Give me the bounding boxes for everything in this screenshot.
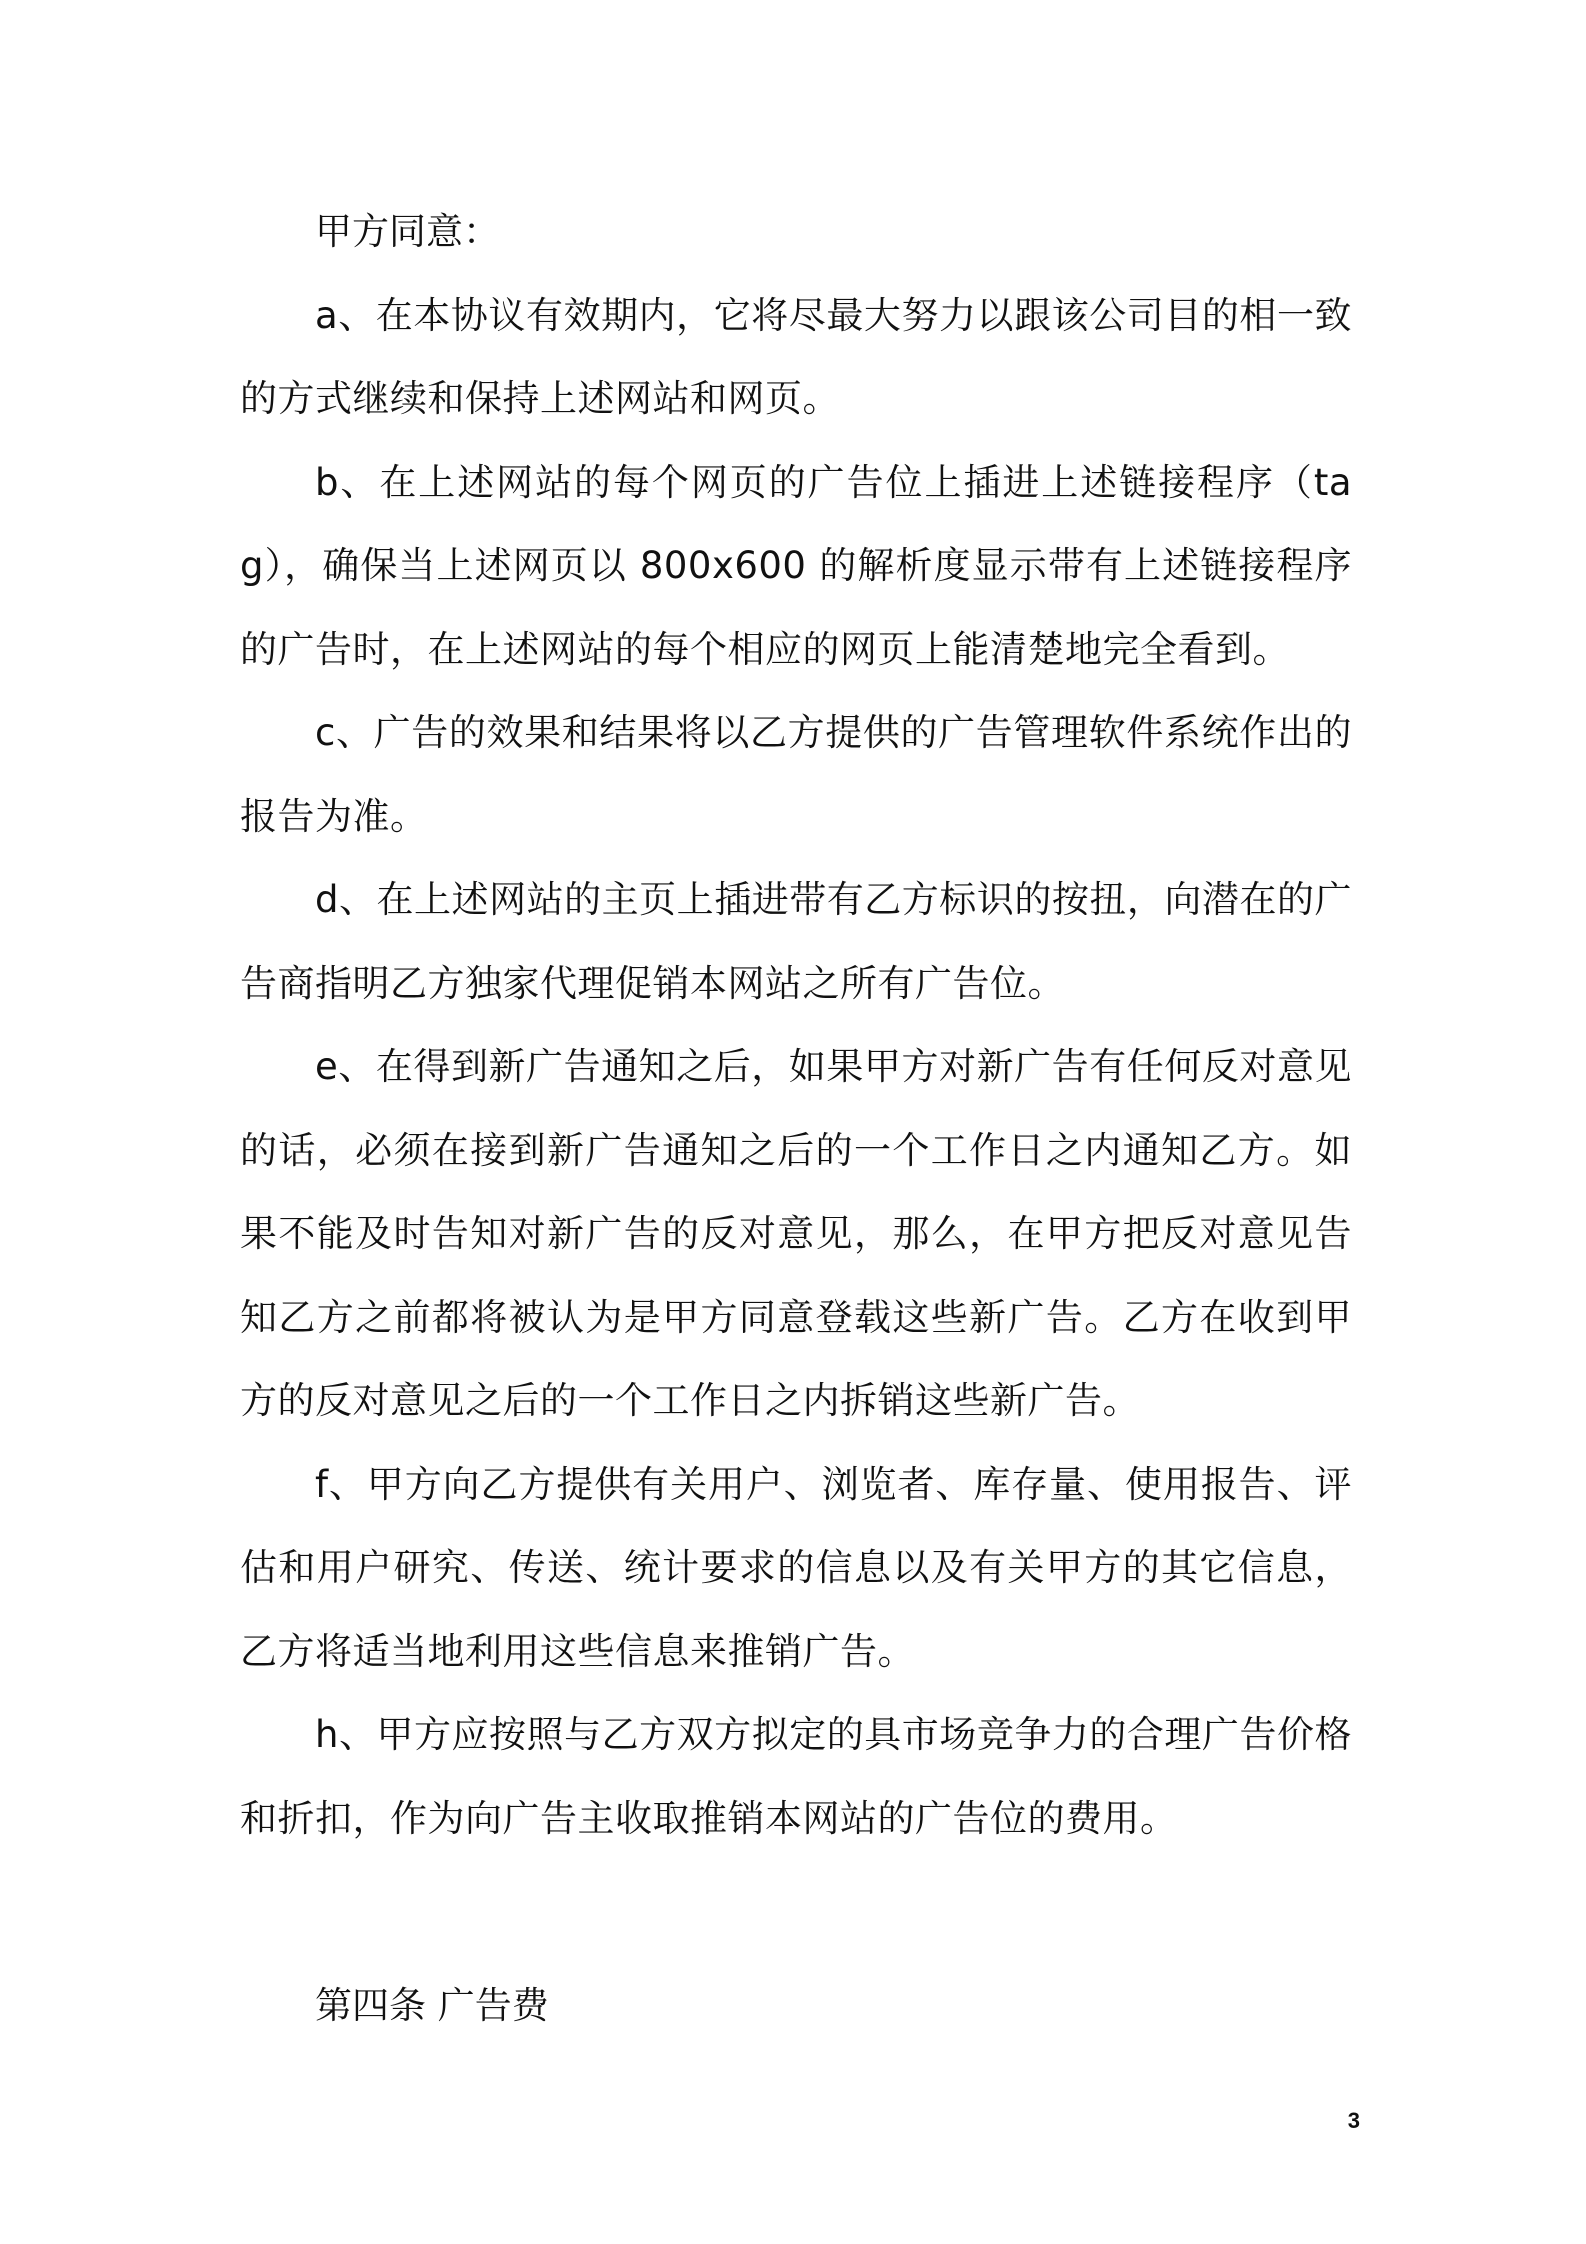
clause-d: d、在上述网站的主页上插进带有乙方标识的按扭，向潜在的广告商指明乙方独家代理促销本网站之所有广告位。 [240,878,1352,1005]
section-heading: 第四条 广告费 [315,1984,549,2027]
clause-c: c、广告的效果和结果将以乙方提供的广告管理软件系统作出的报告为准。 [240,711,1352,838]
intro-heading: 甲方同意： [315,210,500,253]
page-number: 3 [1347,2108,1360,2133]
clause-h: h、甲方应按照与乙方双方拟定的具市场竞争力的合理广告价格和折扣，作为向广告主收取推销本网站的广告位的费用。 [240,1713,1352,1840]
clause-f: f、甲方向乙方提供有关用户、浏览者、库存量、使用报告、评估和用户研究、传送、统计要求的信息以及有关甲方的其它信息，乙方将适当地利用这些信息来推销广告。 [240,1462,1352,1673]
clause-e: e、在得到新广告通知之后，如果甲方对新广告有任何反对意见的话，必须在接到新广告通知之后的一个工作日之内通知乙方。如果不能及时告知对新广告的反对意见，那么，在甲方把反对意见告知乙方之前都将被认为是甲方同意登载这些新广告。乙方在收到甲方的反对意见之后的一个工作日之内拆销这些新广告。 [240,1045,1352,1422]
document-body [240,190,1352,2048]
clause-b: b、在上述网站的每个网页的广告位上插进上述链接程序（tag），确保当上述网页以 800x600 的解析度显示带有上述链接程序的广告时，在上述网站的每个相应的网页上能清楚地完全看到。 [240,460,1352,671]
clause-a: a、在本协议有效期内，它将尽最大努力以跟该公司目的相一致的方式继续和保持上述网站和网页。 [240,293,1352,420]
